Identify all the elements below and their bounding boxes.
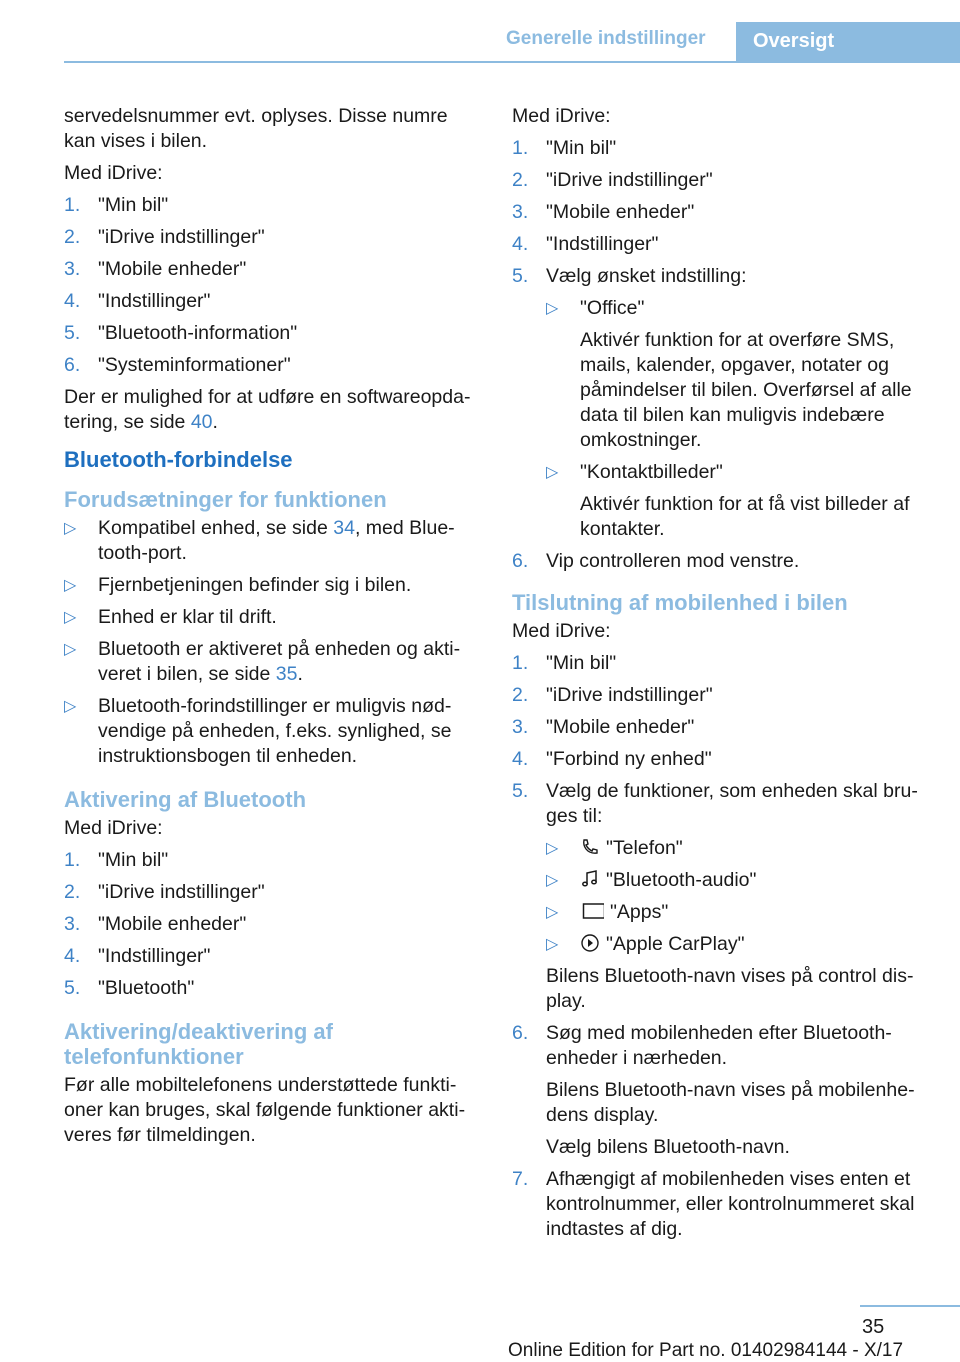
heading-connect-device: Tilslutning af mobilenhed i bilen <box>512 590 848 615</box>
list-item: 2. "iDrive indstillinger" <box>512 684 713 706</box>
triangle-bullet-icon: ▷ <box>64 641 77 658</box>
triangle-bullet-icon: ▷ <box>64 609 77 626</box>
list-item: 3. "Mobile enheder" <box>64 913 247 935</box>
list-item: 3. "Mobile enheder" <box>512 201 695 223</box>
page-link[interactable]: 34 <box>333 517 355 539</box>
header-rule <box>64 61 960 63</box>
section-title: Generelle indstillinger <box>506 28 706 49</box>
list-item: 5. "Bluetooth" <box>64 977 195 999</box>
med-idrive-label: Med iDrive: <box>512 105 611 127</box>
med-idrive-label: Med iDrive: <box>512 620 611 642</box>
list-item: 7. Afhængigt af mobilenheden vises enten et kontrolnummer, eller kontrolnummeret skal indtastes af dig. <box>512 1168 915 1240</box>
heading-prerequisites: Forudsætninger for funktionen <box>64 487 387 512</box>
list-item: 2. "iDrive indstillinger" <box>64 881 265 903</box>
page-number: 35 <box>862 1316 885 1338</box>
apps-icon <box>580 901 604 921</box>
steps-list <box>64 193 480 378</box>
heading-phone-functions: Aktivering/deaktivering af telefonfunktioner <box>64 1019 333 1069</box>
carplay-icon <box>580 933 600 953</box>
page-link[interactable]: 35 <box>275 663 298 685</box>
heading-bluetooth: Bluetooth-forbindelse <box>64 447 293 472</box>
list-item: 2. "iDrive indstillinger" <box>512 169 713 191</box>
list-item: 4. "Indstillinger" <box>512 233 659 255</box>
triangle-bullet-icon: ▷ <box>64 520 77 537</box>
steps-list <box>512 651 930 1242</box>
left-column <box>64 104 480 1155</box>
triangle-bullet-icon: ▷ <box>546 840 559 857</box>
med-idrive-label: Med iDrive: <box>64 162 163 184</box>
list-item: 5. Vælg de funktioner, som enheden skal bruges til: ▷ "Telefon" ▷ "Bluetooth-audio" ▷ "Apps" ▷ "Apple CarPlay" Bilens Bluetooth-navn vises på control display. <box>512 779 930 1014</box>
footer-rule <box>860 1305 960 1307</box>
page-link[interactable]: 40 <box>190 411 213 433</box>
list-item: 4. "Indstillinger" <box>64 945 211 967</box>
list-item: ▷ Bluetooth-forindstillinger er muligvis nødvendige på enheden, f.eks. synlighed, se instruktionsbogen til enheden. <box>64 695 452 767</box>
list-item: ▷ Fjernbetjeningen befinder sig i bilen. <box>64 574 412 596</box>
phone-paragraph: Før alle mobiltelefonens understøttede funktioner kan bruges, skal følgende funktioner aktiveres før tilmeldingen. <box>64 1074 466 1146</box>
list-item: 3. "Mobile enheder" <box>512 716 695 738</box>
info-paragraph: Bilens Bluetooth-navn vises på control display. <box>546 965 914 1012</box>
triangle-bullet-icon: ▷ <box>546 904 559 921</box>
update-paragraph: Der er mulighed for at udføre en softwareopdatering, se side 40. <box>64 386 471 433</box>
list-item: ▷ Enhed er klar til drift. <box>64 606 277 628</box>
list-item: ▷ "Apple CarPlay" <box>546 933 745 955</box>
list-item: 1. "Min bil" <box>64 849 169 871</box>
steps-list <box>512 136 930 574</box>
functions-sublist <box>546 836 930 957</box>
triangle-bullet-icon: ▷ <box>546 872 559 889</box>
edition-text: Online Edition for Part no. 01402984144 - X/17 <box>508 1340 904 1361</box>
list-item: 3. "Mobile enheder" <box>64 258 247 280</box>
music-note-icon <box>580 869 600 889</box>
list-item: 1. "Min bil" <box>64 194 169 216</box>
list-item: 5. "Bluetooth-information" <box>64 322 298 344</box>
list-item: ▷ "Kontaktbilleder" Aktivér funktion for at få vist billeder af kontakter. <box>546 461 910 540</box>
triangle-bullet-icon: ▷ <box>64 698 77 715</box>
list-item: 6. "Systeminformationer" <box>64 354 291 376</box>
intro-paragraph: servedelsnummer evt. oplyses. Disse numre kan vises i bilen. <box>64 105 448 152</box>
list-item: ▷ Kompatibel enhed, se side 34, med Bluetooth-port. <box>64 517 455 564</box>
triangle-bullet-icon: ▷ <box>546 464 559 481</box>
triangle-bullet-icon: ▷ <box>64 577 77 594</box>
phone-icon <box>580 837 600 857</box>
page-header <box>0 0 960 62</box>
list-item: 6. Vip controlleren mod venstre. <box>512 550 800 572</box>
triangle-bullet-icon: ▷ <box>546 936 559 953</box>
list-item: ▷ "Apps" <box>546 901 669 923</box>
list-item: 5. Vælg ønsket indstilling: ▷ "Office" Aktivér funktion for at overføre SMS, mails, kalender, opgaver, notater og påmindelser til bilen. Overførsel af alle data til bilen kan muligvis indebære omkostninger. ▷ "Kontaktbilleder" Aktivér funktion for at få vist billeder af kontakter. <box>512 264 930 542</box>
list-item: ▷ "Office" Aktivér funktion for at overføre SMS, mails, kalender, opgaver, notater og påmindelser til bilen. Overførsel af alle data til bilen kan muligvis indebære omkostninger. <box>546 297 912 451</box>
med-idrive-label: Med iDrive: <box>64 817 163 839</box>
settings-sublist <box>546 296 930 542</box>
steps-list <box>64 848 480 1001</box>
list-item: ▷ Bluetooth er aktiveret på enheden og aktiveret i bilen, se side 35. <box>64 638 461 685</box>
right-column <box>512 104 930 1249</box>
list-item: 6. Søg med mobilenheden efter Bluetooth-enheder i nærheden. Bilens Bluetooth-navn vises på mobilenhedens display. Vælg bilens Bluetooth-navn. <box>512 1022 915 1158</box>
list-item: 2. "iDrive indstillinger" <box>64 226 265 248</box>
list-item: ▷ "Bluetooth-audio" <box>546 869 757 891</box>
list-item: 4. "Forbind ny enhed" <box>512 748 712 770</box>
list-item: 4. "Indstillinger" <box>64 290 211 312</box>
chapter-tab: Oversigt <box>736 22 960 62</box>
list-item: 1. "Min bil" <box>512 137 617 159</box>
triangle-bullet-icon: ▷ <box>546 300 559 317</box>
heading-activate-bluetooth: Aktivering af Bluetooth <box>64 787 307 812</box>
list-item: ▷ "Telefon" <box>546 837 683 859</box>
prerequisites-list <box>64 516 480 769</box>
list-item: 1. "Min bil" <box>512 652 617 674</box>
